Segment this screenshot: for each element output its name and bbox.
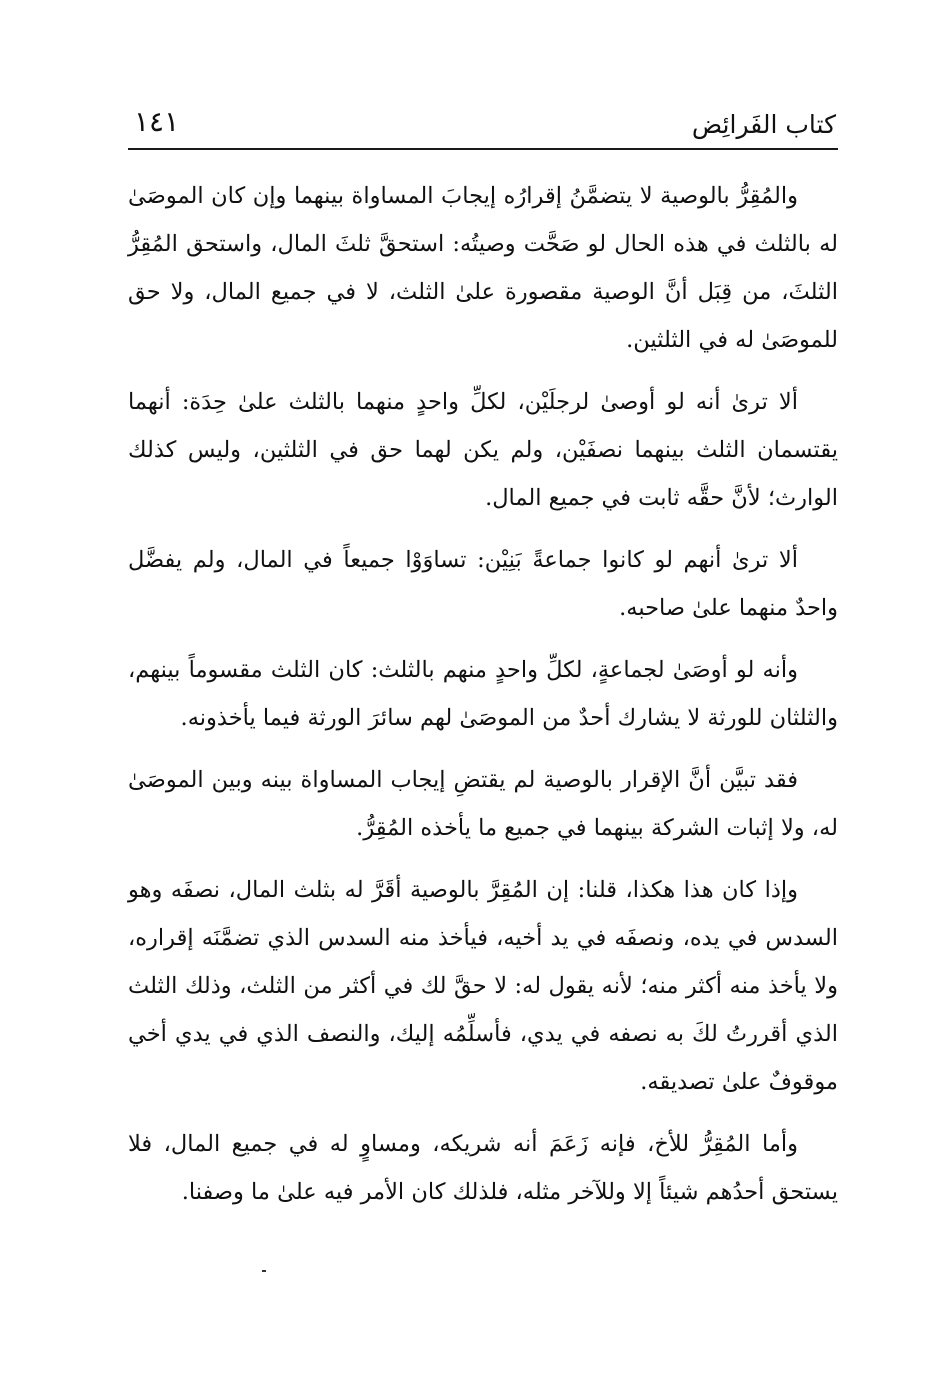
chapter-title: كتاب الفَرائِض	[691, 110, 836, 139]
paragraph: ألا ترىٰ أنه لو أوصىٰ لرجلَيْن، لكلِّ واحدٍ منهما بالثلث علىٰ حِدَة: أنهما يقتسمان الثلث بينهما نصفَيْن، ولم يكن لهما حق في الثلثين، وليس كذلك الوارث؛ لأنَّ حقَّه ثابت في جميع المال.	[128, 389, 838, 511]
main-text	[128, 172, 838, 1230]
print-speck	[262, 1270, 266, 1272]
paragraph: وأنه لو أوصَىٰ لجماعةٍ، لكلِّ واحدٍ منهم بالثلث: كان الثلث مقسوماً بينهم، والثلثان للورثة لا يشارك أحدٌ من الموصَىٰ لهم سائرَ الورثة فيما يأخذونه.	[128, 657, 838, 731]
paragraph: ألا ترىٰ أنهم لو كانوا جماعةً بَنِيْن: تساوَوْا جميعاً في المال، ولم يفضَّل واحدٌ منهما علىٰ صاحبه.	[128, 547, 838, 621]
paragraph: فقد تبيَّن أنَّ الإقرار بالوصية لم يقتضِ إيجاب المساواة بينه وبين الموصَىٰ له، ولا إثبات الشركة بينهما في جميع ما يأخذه المُقِرُّ.	[128, 767, 838, 841]
paragraph: والمُقِرُّ بالوصية لا يتضمَّنُ إقرارُه إيجابَ المساواة بينهما وإن كان الموصَىٰ له بالثلث في هذه الحال لو صَحَّت وصيتُه: استحقَّ ثلثَ المال، واستحق المُقِرُّ الثلثَ، من قِبَل أنَّ الوصية مقصورة علىٰ الثلث، لا في جميع المال، ولا حق للموصَىٰ له في الثلثين.	[128, 183, 838, 353]
running-header	[128, 102, 838, 150]
paragraph: وإذا كان هذا هكذا، قلنا: إن المُقِرَّ بالوصية أقَرَّ له بثلث المال، نصفَه وهو السدس في يده، ونصفَه في يد أخيه، فيأخذ منه السدس الذي تضمَّنَه إقراره، ولا يأخذ منه أكثر منه؛ لأنه يقول له: لا حقَّ لك في أكثر من الثلث، وذلك الثلث الذي أقررتُ لكَ به نصفه في يدي، فأسلِّمُه إليك، والنصف الذي في يدي أخي موقوفٌ علىٰ تصديقه.	[128, 877, 838, 1095]
paragraph: وأما المُقِرُّ للأخ، فإنه زَعَمَ أنه شريكه، ومساوٍ له في جميع المال، فلا يستحق أحدُهم شيئاً إلا وللآخر مثله، فلذلك كان الأمر فيه علىٰ ما وصفنا.	[128, 1131, 838, 1205]
page-number: ١٤١	[134, 105, 180, 138]
